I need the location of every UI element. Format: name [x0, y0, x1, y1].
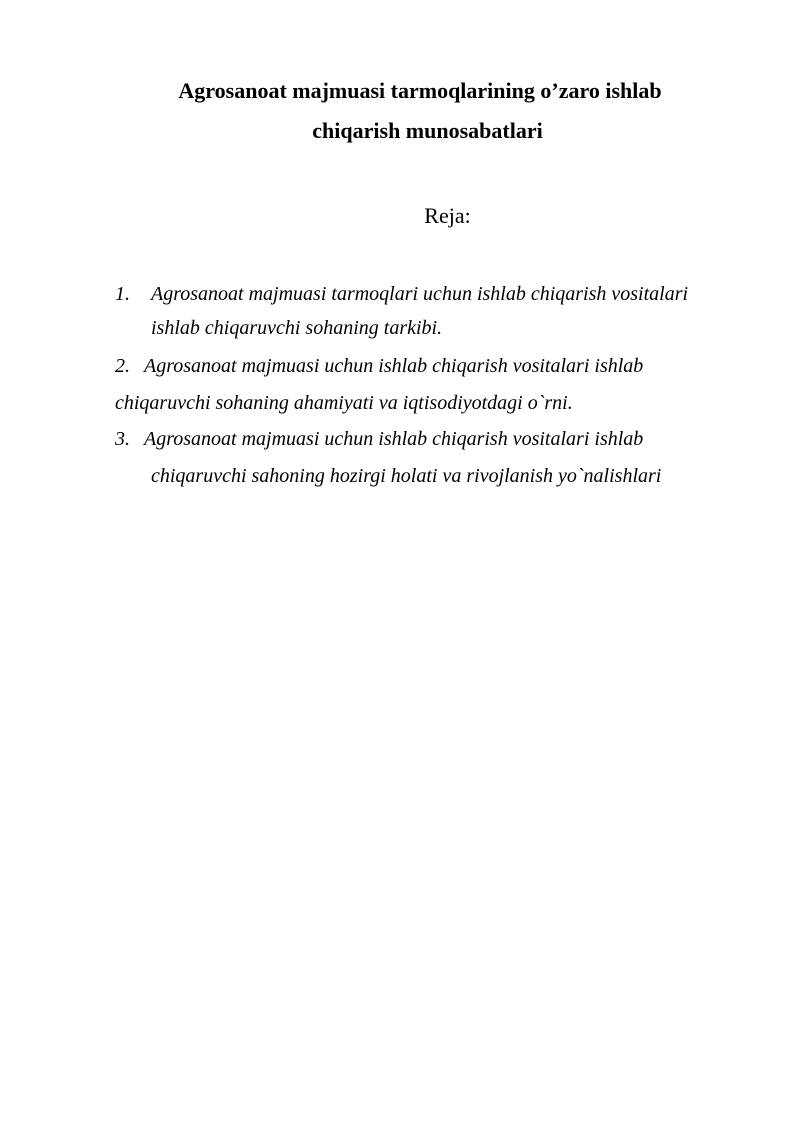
plan-item-number: 3. — [115, 428, 130, 450]
plan-heading: Reja: — [424, 203, 471, 228]
plan-item-text-line-2: chiqaruvchi sohaning ahamiyati va iqtisodiyotdagi o`rni. — [115, 392, 573, 414]
plan-item-text-line-1: Agrosanoat majmuasi tarmoqlari uchun ishlab chiqarish vositalari — [151, 283, 689, 305]
document-title-line-2: chiqarish munosabatlari — [312, 118, 543, 143]
plan-item-text-line-1: Agrosanoat majmuasi uchun ishlab chiqarish vositalari ishlab — [144, 355, 644, 377]
plan-item-text-line-2: ishlab chiqaruvchi sohaning tarkibi. — [151, 317, 443, 339]
plan-item-text-line-2: chiqaruvchi sahoning hozirgi holati va rivojlanish yo`nalishlari — [151, 465, 662, 487]
plan-item-number: 2. — [115, 355, 130, 377]
plan-item-number: 1. — [115, 283, 130, 305]
plan-item-text-line-1: Agrosanoat majmuasi uchun ishlab chiqarish vositalari ishlab — [144, 428, 644, 450]
document-title-line-1: Agrosanoat majmuasi tarmoqlarining o’zaro ishlab — [178, 78, 662, 103]
